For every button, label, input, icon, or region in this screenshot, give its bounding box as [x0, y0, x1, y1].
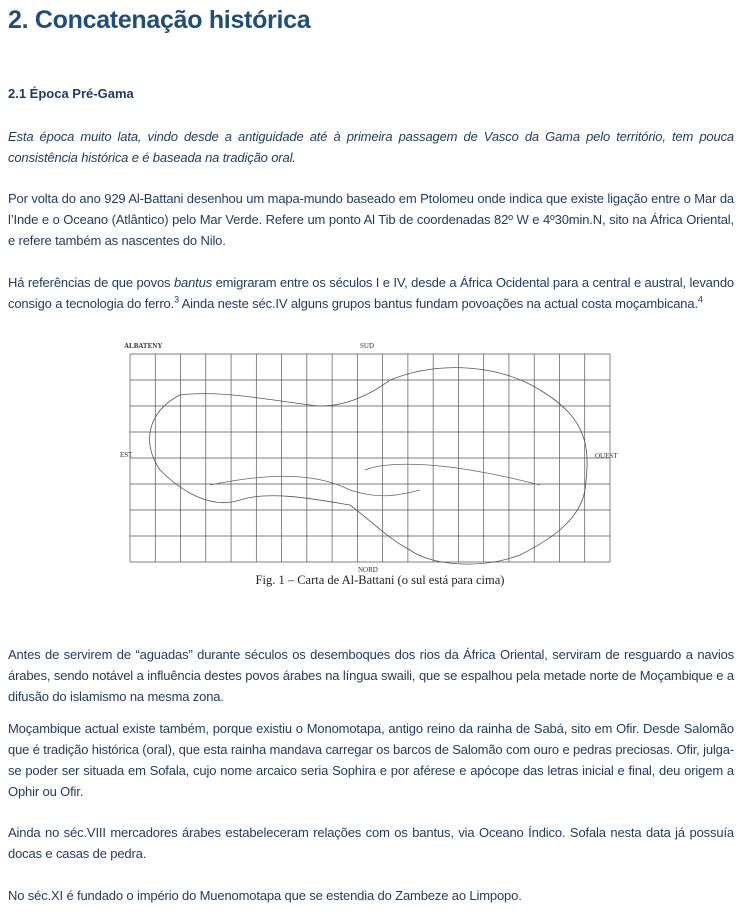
paragraph-sec-xi: No séc.XI é fundado o império do Muenomotapa que se estendia do Zambeze ao Limpopo. [8, 888, 522, 903]
paragraph-monomotapa: Moçambique actual existe também, porque existiu o Monomotapa, antigo reino da rainha de Sabá, sito em Ofir. Desde Salomão que é tradição histórica (oral), que esta rainha mandava carregar os barcos de Salomão com ouro e pedras preciosas. Ofir, julga-se poder ser situada em Sofala, cujo nome arcaico seria Sophira e por aférese e apócope das letras inicial e final, deu origem a Ophir ou Ofir. [8, 721, 734, 799]
paragraph-al-battani: Por volta do ano 929 Al-Battani desenhou um mapa-mundo baseado em Ptolomeu onde indica que existe ligação entre o Mar da l’Inde e o Oceano (Atlântico) pelo Mar Verde. Refere um ponto Al Tib de coordenadas 82º W e 4º30min.N, sito na África Oriental, e refere também as nascentes do Nilo. [8, 191, 734, 248]
paragraph-sec-viii: Ainda no séc.VIII mercadores árabes estabeleceram relações com os bantus, via Oceano Índico. Sofala nesta data já possuía docas e casas de pedra. [8, 825, 734, 861]
intro-paragraph: Esta época muito lata, vindo desde a antiguidade até à primeira passagem de Vasco da Gama pelo território, tem pouca consistência histórica e é baseada na tradição oral. [8, 129, 734, 165]
map-sea [365, 464, 540, 485]
footnote-ref[interactable]: 4 [697, 294, 703, 305]
map-label-right: OUEST [595, 452, 618, 460]
map-label-author: ALBATENY [124, 342, 163, 350]
italic-term: bantus [173, 275, 213, 290]
map-label-left: EST [120, 451, 133, 459]
map-figure [120, 340, 640, 595]
text: Há referências de que povos [8, 275, 174, 290]
figure-caption: Fig. 1 – Carta de Al-Battani (o sul está para cima) [255, 573, 505, 587]
section-heading: 2. Concatenação histórica [8, 6, 311, 34]
footnote-ref[interactable]: 3 [174, 294, 179, 305]
map-coastline [150, 368, 588, 564]
paragraph-aguadas: Antes de servirem de “aguadas” durante séculos os desemboques dos rios da África Oriental, serviram de resguardo a navios árabes, sendo notável a influência destes povos árabes na língua swaili, que se espalhou pela metade norte de Moçambique e a difusão do islamismo na mesma zona. [8, 647, 734, 704]
text: emigraram entre os séculos I e IV, desde a África Ocidental para a central e austral, levando consigo a tecnologia do ferro. [8, 275, 734, 311]
map-river [210, 476, 420, 496]
subsection-heading: 2.1 Época Pré-Gama [8, 86, 134, 101]
map-label-top: SUD [360, 342, 375, 350]
paragraph-bantus [8, 272, 734, 314]
map-label-bottom: NORD [358, 566, 378, 574]
text: Ainda neste séc.IV alguns grupos bantus fundam povoações na actual costa moçambicana. [178, 296, 698, 311]
